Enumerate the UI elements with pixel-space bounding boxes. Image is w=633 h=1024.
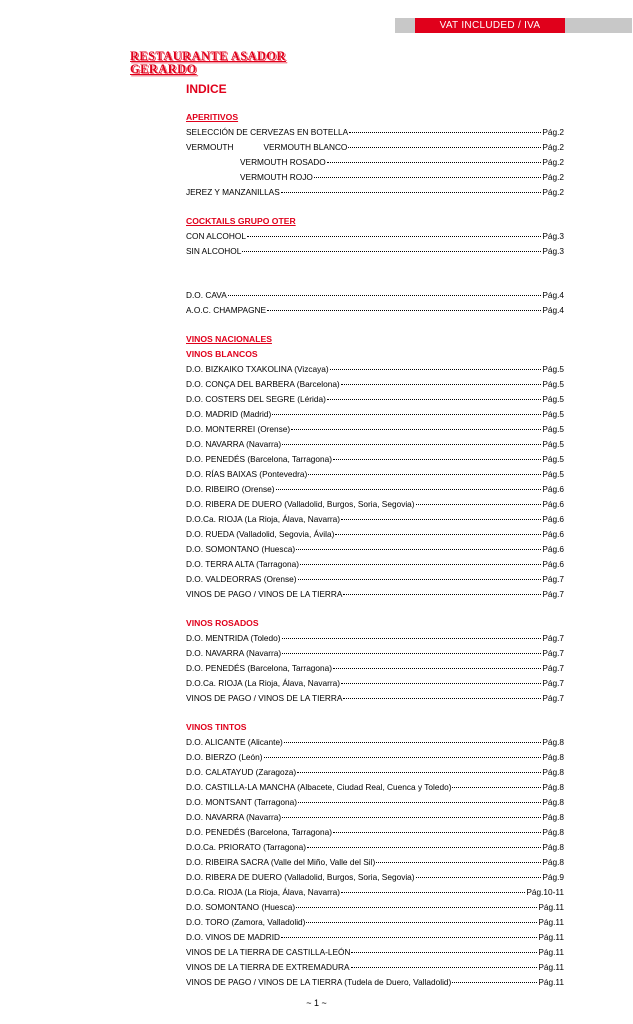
toc-page: Pág.2 <box>542 142 564 152</box>
toc-label: D.O. VALDEORRAS (Orense) <box>186 574 297 584</box>
dot-leader <box>308 474 541 475</box>
toc-page: Pág.4 <box>542 290 564 300</box>
toc-page: Pág.11 <box>538 932 564 942</box>
toc-row[interactable] <box>186 185 564 200</box>
toc-label: D.O. CONÇA DEL BARBERA (Barcelona) <box>186 379 340 389</box>
toc-label: D.O.Ca. RIOJA (La Rioja, Álava, Navarra) <box>186 678 341 688</box>
toc-page: Pág.10-11 <box>526 887 564 897</box>
toc-label: D.O. TORO (Zamora, Valladolid) <box>186 917 306 927</box>
list-vinos-blancos <box>186 362 564 602</box>
toc-row[interactable] <box>186 303 564 318</box>
list-cocktails <box>186 229 564 259</box>
restaurant-logo-line2: GERARDO <box>130 62 197 76</box>
toc-label: SIN ALCOHOL <box>186 246 242 256</box>
toc-row[interactable] <box>186 482 564 497</box>
toc-label: D.O. SOMONTANO (Huesca) <box>186 902 296 912</box>
dot-leader <box>343 594 541 595</box>
toc-row[interactable] <box>186 750 564 765</box>
toc-label: D.O. PENEDÉS (Barcelona, Tarragona) <box>186 827 333 837</box>
dot-leader <box>306 922 537 923</box>
toc-page: Pág.5 <box>542 394 564 404</box>
toc-page: Pág.8 <box>542 827 564 837</box>
toc-page: Pág.4 <box>542 305 564 315</box>
toc-page: Pág.5 <box>542 454 564 464</box>
toc-row[interactable] <box>186 377 564 392</box>
toc-row[interactable] <box>186 691 564 706</box>
toc-row[interactable] <box>186 512 564 527</box>
toc-row[interactable] <box>186 407 564 422</box>
toc-label: D.O. PENEDÉS (Barcelona, Tarragona) <box>186 454 333 464</box>
toc-label: D.O. NAVARRA (Navarra) <box>186 812 282 822</box>
toc-label: D.O. RIBEIRO (Orense) <box>186 484 275 494</box>
toc-row[interactable] <box>186 392 564 407</box>
toc-row[interactable] <box>186 661 564 676</box>
toc-row[interactable] <box>186 810 564 825</box>
toc-page: Pág.6 <box>542 544 564 554</box>
toc-label: D.O. MONTERREI (Orense) <box>186 424 291 434</box>
spacer <box>186 274 564 288</box>
toc-label: VINOS DE PAGO / VINOS DE LA TIERRA <box>186 693 343 703</box>
spacer <box>186 706 564 720</box>
dot-leader <box>307 847 541 848</box>
toc-row[interactable] <box>186 572 564 587</box>
toc-row[interactable] <box>186 930 564 945</box>
toc-label: D.O. VINOS DE MADRID <box>186 932 281 942</box>
spacer <box>186 602 564 616</box>
toc-row[interactable] <box>186 362 564 377</box>
toc-label: D.O. RÍAS BAIXAS (Pontevedra) <box>186 469 308 479</box>
dot-leader <box>348 147 541 148</box>
toc-row[interactable] <box>186 557 564 572</box>
toc-page: Pág.11 <box>538 947 564 957</box>
toc-page: Pág.2 <box>542 157 564 167</box>
dot-leader <box>376 862 541 863</box>
toc-label: D.O. RIBERA DE DUERO (Valladolid, Burgos, Soria, Segovia) <box>186 872 415 882</box>
section-vinos-tintos: VINOS TINTOS <box>186 722 247 732</box>
dot-leader <box>296 549 541 550</box>
dot-leader <box>341 892 525 893</box>
toc-page: Pág.6 <box>542 514 564 524</box>
toc-page: Pág.6 <box>542 484 564 494</box>
toc-label: VINOS DE PAGO / VINOS DE LA TIERRA <box>186 589 343 599</box>
toc-label: D.O.Ca. RIOJA (La Rioja, Álava, Navarra) <box>186 887 341 897</box>
toc-label: D.O. SOMONTANO (Huesca) <box>186 544 296 554</box>
toc-label: D.O. BIERZO (León) <box>186 752 263 762</box>
toc-page: Pág.6 <box>542 529 564 539</box>
dot-leader <box>351 952 537 953</box>
restaurant-logo-line1: RESTAURANTE ASADOR <box>130 49 286 63</box>
dot-leader <box>330 369 542 370</box>
toc-row[interactable] <box>186 229 564 244</box>
toc-row[interactable] <box>186 467 564 482</box>
toc-label: D.O. CASTILLA-LA MANCHA (Albacete, Ciudad Real, Cuenca y Toledo) <box>186 782 452 792</box>
toc-row[interactable] <box>186 765 564 780</box>
table-of-contents <box>186 110 564 990</box>
toc-row[interactable] <box>186 676 564 691</box>
dot-leader <box>327 399 541 400</box>
toc-sublabel: VERMOUTH BLANCO <box>263 142 348 152</box>
toc-row[interactable] <box>186 452 564 467</box>
dot-leader <box>282 444 541 445</box>
vat-banner <box>395 18 632 33</box>
toc-row[interactable] <box>186 885 564 900</box>
dot-leader <box>228 295 542 296</box>
list-vinos-tintos <box>186 735 564 990</box>
toc-row[interactable] <box>186 870 564 885</box>
dot-leader <box>351 967 538 968</box>
toc-row[interactable] <box>186 244 564 259</box>
toc-label: D.O. ALICANTE (Alicante) <box>186 737 283 747</box>
toc-row[interactable] <box>186 960 564 975</box>
index-title: INDICE <box>186 82 227 96</box>
dot-leader <box>291 429 541 430</box>
dot-leader <box>282 653 541 654</box>
toc-label: VINOS DE PAGO / VINOS DE LA TIERRA (Tudela de Duero, Valladolid) <box>186 977 452 987</box>
toc-row[interactable] <box>186 915 564 930</box>
toc-label: D.O. PENEDÉS (Barcelona, Tarragona) <box>186 663 333 673</box>
toc-page: Pág.3 <box>542 246 564 256</box>
dot-leader <box>296 907 537 908</box>
toc-label: D.O. RIBEIRA SACRA (Valle del Miño, Valle del Sil) <box>186 857 376 867</box>
toc-page: Pág.7 <box>542 648 564 658</box>
toc-row[interactable] <box>186 288 564 303</box>
spacer <box>186 200 564 214</box>
toc-row[interactable] <box>186 422 564 437</box>
list-vinos-rosados <box>186 631 564 706</box>
vat-banner-right-block <box>565 18 632 33</box>
spacer <box>186 318 564 332</box>
dot-leader <box>284 742 541 743</box>
toc-label: CON ALCOHOL <box>186 231 246 241</box>
toc-page: Pág.6 <box>542 499 564 509</box>
toc-page: Pág.8 <box>542 812 564 822</box>
toc-row[interactable] <box>186 795 564 810</box>
toc-row[interactable] <box>186 780 564 795</box>
restaurant-logo <box>130 50 286 76</box>
toc-row[interactable] <box>186 975 564 990</box>
toc-page: Pág.8 <box>542 857 564 867</box>
toc-row[interactable] <box>186 587 564 602</box>
toc-row[interactable] <box>186 945 564 960</box>
toc-page: Pág.5 <box>542 424 564 434</box>
toc-label: JEREZ Y MANZANILLAS <box>186 187 280 197</box>
dot-leader <box>298 579 542 580</box>
toc-row[interactable] <box>186 497 564 512</box>
dot-leader <box>335 534 541 535</box>
section-vinos-rosados: VINOS ROSADOS <box>186 618 259 628</box>
dot-leader <box>327 162 542 163</box>
dot-leader <box>341 519 541 520</box>
toc-row[interactable] <box>186 140 564 155</box>
dot-leader <box>247 236 541 237</box>
toc-label: D.O. NAVARRA (Navarra) <box>186 439 282 449</box>
list-aperitivos <box>186 125 564 200</box>
toc-page: Pág.11 <box>538 962 564 972</box>
toc-row[interactable] <box>186 825 564 840</box>
dot-leader <box>341 384 542 385</box>
toc-label: D.O. MENTRIDA (Toledo) <box>186 633 281 643</box>
dot-leader <box>297 772 541 773</box>
toc-label: VINOS DE LA TIERRA DE EXTREMADURA <box>186 962 350 972</box>
toc-page: Pág.8 <box>542 737 564 747</box>
toc-page: Pág.5 <box>542 364 564 374</box>
toc-row[interactable] <box>186 631 564 646</box>
toc-label: VERMOUTH ROJO <box>240 172 313 182</box>
dot-leader <box>276 489 542 490</box>
toc-page: Pág.7 <box>542 663 564 673</box>
toc-page: Pág.5 <box>542 409 564 419</box>
toc-page: Pág.8 <box>542 797 564 807</box>
dot-leader <box>333 832 541 833</box>
toc-label: D.O. RIBERA DE DUERO (Valladolid, Burgos, Soria, Segovia) <box>186 499 415 509</box>
toc-page: Pág.8 <box>542 752 564 762</box>
page-number: ~ 1 ~ <box>306 998 327 1008</box>
toc-page: Pág.11 <box>538 917 564 927</box>
toc-page: Pág.3 <box>542 231 564 241</box>
toc-label: D.O.Ca. PRIORATO (Tarragona) <box>186 842 307 852</box>
toc-label: VERMOUTH <box>186 142 234 152</box>
dot-leader <box>452 982 537 983</box>
toc-page: Pág.5 <box>542 379 564 389</box>
toc-page: Pág.2 <box>542 127 564 137</box>
toc-label: D.O. RUEDA (Valladolid, Segovia, Ávila) <box>186 529 335 539</box>
toc-page: Pág.11 <box>538 977 564 987</box>
toc-row[interactable] <box>186 855 564 870</box>
toc-row[interactable] <box>186 840 564 855</box>
dot-leader <box>242 251 541 252</box>
dot-leader <box>281 192 542 193</box>
dot-leader <box>281 937 537 938</box>
toc-page: Pág.7 <box>542 589 564 599</box>
dot-leader <box>341 683 541 684</box>
toc-label: D.O. CAVA <box>186 290 227 300</box>
toc-page: Pág.7 <box>542 633 564 643</box>
toc-page: Pág.6 <box>542 559 564 569</box>
dot-leader <box>314 177 541 178</box>
toc-page: Pág.2 <box>542 172 564 182</box>
toc-label: D.O. CALATAYUD (Zaragoza) <box>186 767 297 777</box>
dot-leader <box>333 459 541 460</box>
toc-page: Pág.7 <box>542 574 564 584</box>
list-espumosos <box>186 288 564 318</box>
toc-label: D.O.Ca. RIOJA (La Rioja, Álava, Navarra) <box>186 514 341 524</box>
toc-row[interactable] <box>186 646 564 661</box>
section-vinos-blancos: VINOS BLANCOS <box>186 349 258 359</box>
spacer <box>186 259 564 274</box>
dot-leader <box>282 817 541 818</box>
dot-leader <box>300 564 541 565</box>
toc-label: VINOS DE LA TIERRA DE CASTILLA-LEÓN <box>186 947 351 957</box>
dot-leader <box>416 877 542 878</box>
toc-row[interactable] <box>186 527 564 542</box>
toc-label: D.O. MADRID (Madrid) <box>186 409 272 419</box>
toc-page: Pág.11 <box>538 902 564 912</box>
toc-page: Pág.8 <box>542 767 564 777</box>
toc-label: VERMOUTH ROSADO <box>240 157 326 167</box>
dot-leader <box>272 414 541 415</box>
section-vinos-nacionales: VINOS NACIONALES <box>186 334 272 344</box>
toc-label: D.O. NAVARRA (Navarra) <box>186 648 282 658</box>
toc-page: Pág.7 <box>542 693 564 703</box>
dot-leader <box>452 787 541 788</box>
toc-page: Pág.8 <box>542 842 564 852</box>
toc-row[interactable] <box>186 437 564 452</box>
toc-label: A.O.C. CHAMPAGNE <box>186 305 267 315</box>
toc-row[interactable] <box>186 542 564 557</box>
toc-row[interactable] <box>186 900 564 915</box>
section-cocktails: COCKTAILS GRUPO OTER <box>186 216 296 226</box>
vat-banner-left-block <box>395 18 415 33</box>
dot-leader <box>264 757 542 758</box>
dot-leader <box>333 668 541 669</box>
toc-label: D.O. TERRA ALTA (Tarragona) <box>186 559 299 569</box>
dot-leader <box>267 310 541 311</box>
toc-page: Pág.8 <box>542 782 564 792</box>
dot-leader <box>343 698 541 699</box>
toc-row[interactable] <box>186 125 564 140</box>
toc-page: Pág.5 <box>542 469 564 479</box>
toc-label: SELECCIÓN DE CERVEZAS EN BOTELLA <box>186 127 349 137</box>
toc-label: D.O. MONTSANT (Tarragona) <box>186 797 297 807</box>
dot-leader <box>349 132 541 133</box>
toc-row[interactable] <box>186 155 564 170</box>
toc-page: Pág.7 <box>542 678 564 688</box>
toc-label: D.O. COSTERS DEL SEGRE (Lérida) <box>186 394 326 404</box>
dot-leader <box>298 802 541 803</box>
toc-row[interactable] <box>186 735 564 750</box>
dot-leader <box>282 638 542 639</box>
toc-page: Pág.9 <box>542 872 564 882</box>
toc-label: D.O. BIZKAIKO TXAKOLINA (Vizcaya) <box>186 364 329 374</box>
toc-page: Pág.5 <box>542 439 564 449</box>
section-aperitivos: APERITIVOS <box>186 112 239 122</box>
toc-row[interactable] <box>186 170 564 185</box>
vat-label: VAT INCLUDED / IVA <box>415 18 565 33</box>
dot-leader <box>416 504 542 505</box>
toc-page: Pág.2 <box>542 187 564 197</box>
